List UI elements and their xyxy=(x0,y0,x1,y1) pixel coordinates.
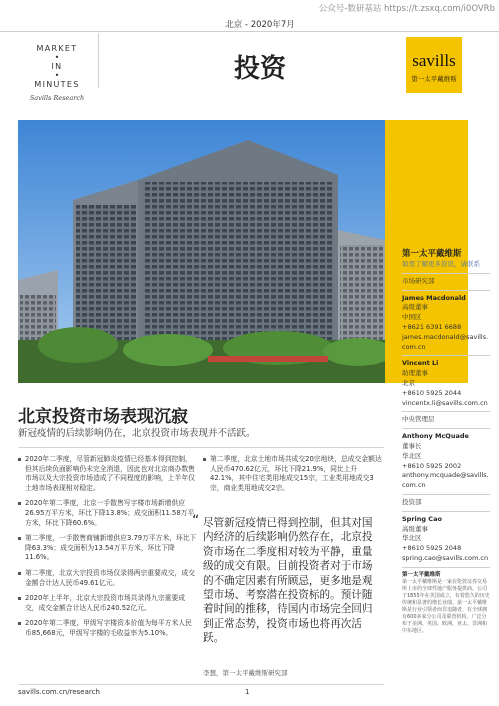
bullet-item: 第二季度，北京土地市场共成交20宗地块，总成交金额达人民币470.62亿元，环比下降21.9%，同比上升42.1%，其中住宅类用地成交15宗，工业类用地成交3宗，商业类用地成交2宗。 xyxy=(203,455,385,493)
bullet-item: 2020年第二季度，北京一手散售写字楼市场新增供应26.95万平方米，环比下降13.8%；成交面积11.58万平方米，环比下降60.6%。 xyxy=(18,499,198,528)
sidebar-contacts xyxy=(402,248,490,635)
header-date: 北京 - 2020年7月 xyxy=(225,20,295,30)
contact-region: 北京 xyxy=(402,378,415,387)
quote-mark-icon: “ xyxy=(192,513,200,529)
brand-line-2: IN xyxy=(51,62,63,71)
footer-url[interactable]: savills.com.cn/research xyxy=(18,688,100,696)
contact-title: 董事长 xyxy=(402,441,422,450)
page-number: 1 xyxy=(245,688,250,696)
contact-phone: +8610 5925 2044 xyxy=(402,388,462,397)
bullet-list-mid xyxy=(203,455,385,499)
contact-email[interactable]: vincentx.li@savills.com.cn xyxy=(402,398,488,407)
bullet-list-left xyxy=(18,455,198,645)
page-title: 投资 xyxy=(233,54,286,84)
contact-email[interactable]: anthony.mcquade@savills.com.cn xyxy=(402,471,489,490)
contact-link[interactable]: 如需了解更多资讯，请联系 xyxy=(402,260,480,268)
sidebar-company: 第一太平戴维斯 xyxy=(402,249,462,259)
article-headline: 北京投资市场表现沉寂 xyxy=(18,407,188,427)
bullet-item: 2020年二季度，尽管新冠肺炎疫情已经基本得到控制，但其后续负面影响仍未完全消退，因此也对北京商办数售市场以及大宗投资市场造成了不同程度的影响，上半年仅土地市场表现相对稳定。 xyxy=(18,455,198,493)
brand-dot-icon: • xyxy=(54,71,60,80)
contact-phone: +8621 6391 6688 xyxy=(402,322,462,331)
brand-subtitle: Savills Research xyxy=(29,94,85,102)
about-title: 第一太平戴维斯 xyxy=(402,571,441,578)
contact-phone: +8610 5925 2048 xyxy=(402,544,462,553)
footer-divider xyxy=(18,684,384,685)
header-divider xyxy=(0,31,499,32)
brand-line-3: MINUTES xyxy=(34,80,80,89)
logo-name: savills xyxy=(412,51,456,70)
contact-name: Anthony McQuade xyxy=(402,432,469,441)
bullet-item: 第二季度，北京大宗投资市场仅录得两宗重要成交，成交金额合计达人民币49.61亿元。 xyxy=(18,569,198,588)
contact-name: Vincent Li xyxy=(402,359,439,368)
about-text: 第一太平戴维斯是一家在伦敦证券交易所上市的全球性地产服务提供商。公司于1855年在英国成立，有着悠久的历史传统和显著的增长业绩。第一太平戴维斯是行业引领者而非追随者，在全球拥有600多家分公司及联营机构，广泛分布于美洲、英国、欧洲、亚太、非洲和中东地区。 xyxy=(402,578,490,634)
section-divider xyxy=(18,447,384,448)
contact-name: Spring Cao xyxy=(402,514,442,523)
brand-divider xyxy=(98,33,99,88)
contact-email[interactable]: spring.cao@savills.com.cn xyxy=(402,553,489,562)
bullet-item: 第二季度，一手散售商铺新增供应3.79万平方米，环比下降63.3%；成交面积为13.54万平方米，环比下降11.6%。 xyxy=(18,534,198,563)
contact-title: 高级董事 xyxy=(402,303,428,312)
contact-phone: +8610 5925 2002 xyxy=(402,461,462,470)
contact-title: 助理董事 xyxy=(402,369,428,378)
savills-logo xyxy=(406,37,462,93)
bullet-item: 2020年上半年，北京大宗投资市场共录得九宗重要成交，成交金额合计达人民币240.52亿元。 xyxy=(18,594,198,613)
contact-title: 高级董事 xyxy=(402,524,428,533)
hero-building-photo xyxy=(18,120,385,383)
section-label: 市场研究部 xyxy=(402,276,435,285)
section-label: 投资部 xyxy=(402,497,422,506)
contact-region: 华北区 xyxy=(402,451,422,460)
contact-name: James Macdonald xyxy=(402,293,466,302)
pull-quote xyxy=(192,513,383,646)
logo-subtitle: 第一太平戴维斯 xyxy=(411,75,457,83)
brand-dot-icon: • xyxy=(54,53,60,62)
contact-region: 中国区 xyxy=(402,313,422,322)
quote-text: 尽管新冠疫情已得到控制，但其对国内经济的后续影响仍然存在，北京投资市场在二季度相对较为平静，重量级的成交有限。目前投资者对于市场的不确定因素有所顾忌，更多地是观望市场、考察潜在投资标的。预计随着时间的推移，待国内市场完全回归到正常态势，投资市场也将再次活跃。 xyxy=(203,517,373,645)
article-lead: 新冠疫情的后续影响仍在，北京投资市场表现并不活跃。 xyxy=(18,428,256,439)
section-label: 中央管理层 xyxy=(402,415,435,424)
bullet-item: 2020年第二季度，甲级写字楼资本价值为每平方米人民币85,668元，甲级写字楼的毛收益率为5.10%。 xyxy=(18,619,198,638)
quote-attribution: 李想，第一太平戴维斯研究部 xyxy=(203,669,288,677)
contact-region: 华北区 xyxy=(402,534,422,543)
brand-line-1: MARKET xyxy=(36,44,78,53)
market-in-minutes-brand xyxy=(28,44,86,102)
watermark-text: 公众号-数研基站 https://t.zsxq.com/i0OVRb xyxy=(318,4,495,14)
contact-email[interactable]: james.macdonald@savills.com.cn xyxy=(402,332,489,351)
